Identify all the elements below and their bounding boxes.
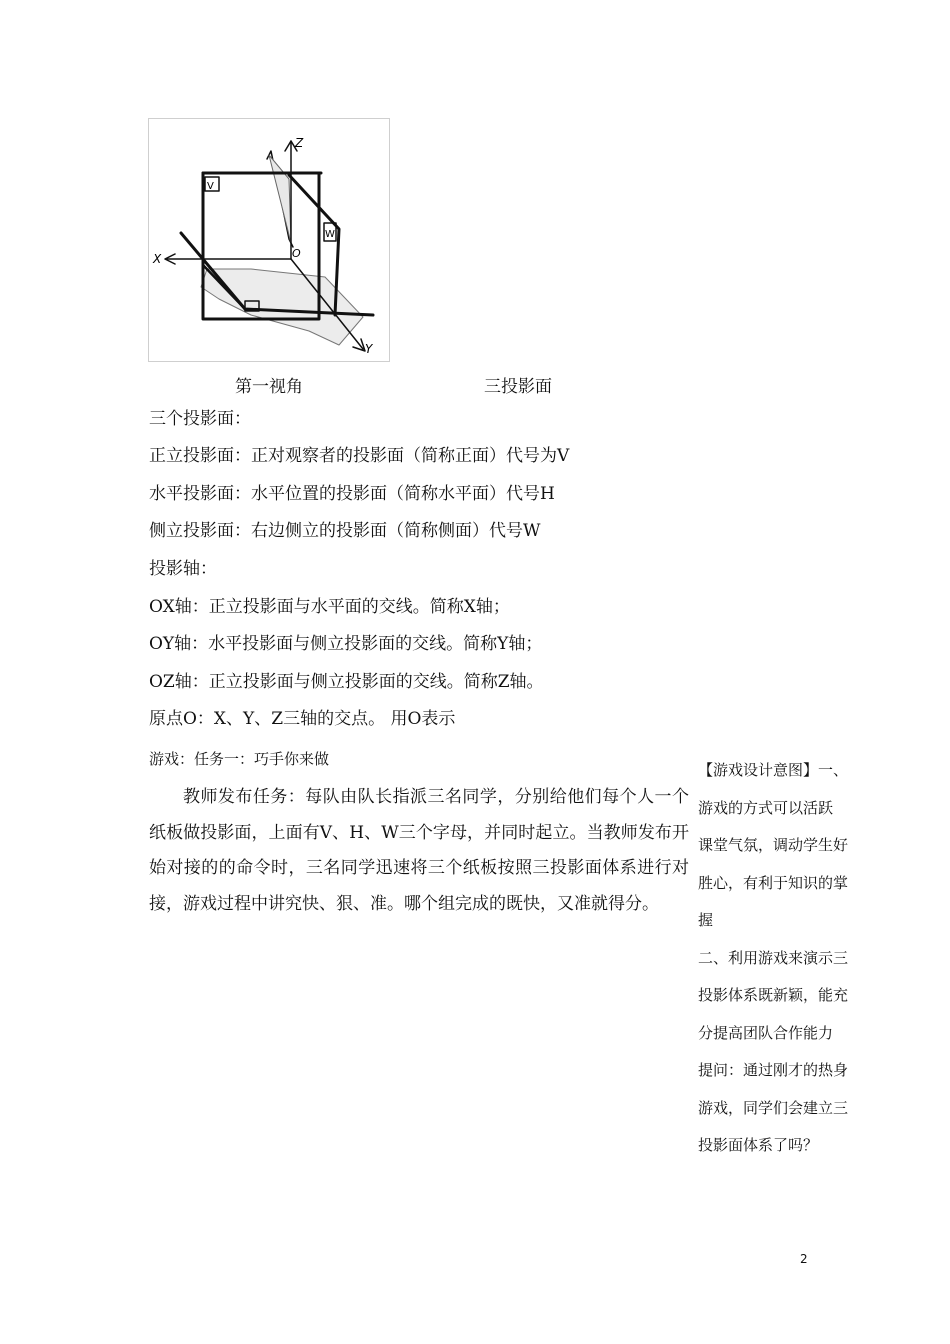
v-plane-label: V bbox=[207, 181, 214, 192]
caption-first-view: 第一视角 bbox=[235, 377, 303, 397]
text-line-9: 原点O：X、Y、Z三轴的交点。 用O表示 bbox=[149, 709, 456, 729]
text-line-1: 三个投影面： bbox=[149, 409, 251, 429]
origin-label: O bbox=[292, 247, 301, 260]
side-note-line: 提问：通过刚才的热身 bbox=[698, 1061, 849, 1079]
task-paragraph: 教师发布任务：每队由队长指派三名同学，分别给他们每个人一个纸板做投影面，上面有V、H、W三个字母，并同时起立。当教师发布开始对接的的命令时，三名同学迅速将三个纸板按照三投影面体系进行对接，游戏过程中讲究快、狠、准。哪个组完成的既快，又准就得分。 bbox=[149, 787, 689, 914]
caption-three-planes: 三投影面 bbox=[484, 377, 552, 397]
y-axis-label: Y bbox=[365, 342, 373, 356]
text-line-8: OZ轴：正立投影面与侧立投影面的交线。简称Z轴。 bbox=[149, 672, 544, 692]
text-line-2: 正立投影面：正对观察者的投影面（简称正面）代号为V bbox=[149, 446, 570, 466]
side-note-line: 游戏，同学们会建立三 bbox=[698, 1098, 849, 1117]
side-note-line: 投影面体系了吗？ bbox=[698, 1136, 819, 1154]
projection-diagram bbox=[149, 119, 391, 363]
side-note-line: 二、利用游戏来演示三 bbox=[698, 948, 849, 967]
side-note-line: 游戏的方式可以活跃 bbox=[698, 798, 834, 817]
side-note-line: 胜心，有利于知识的掌 bbox=[698, 873, 849, 892]
side-note-line: 课堂气氛，调动学生好 bbox=[698, 836, 849, 854]
page-number: 2 bbox=[800, 1252, 808, 1266]
z-axis-label: Z bbox=[295, 136, 304, 150]
text-line-6: OX轴：正立投影面与水平面的交线。简称X轴； bbox=[149, 597, 510, 617]
x-axis-label: X bbox=[153, 252, 162, 266]
text-line-7: OY轴：水平投影面与侧立投影面的交线。简称Y轴； bbox=[149, 634, 543, 654]
side-note-line: 分提高团队合作能力 bbox=[698, 1023, 834, 1042]
text-line-4: 侧立投影面：右边侧立的投影面（简称侧面）代号W bbox=[149, 521, 541, 541]
side-note-line: 【游戏设计意图】一、 bbox=[698, 761, 849, 779]
three-plane-figure bbox=[148, 118, 390, 362]
side-note-line: 投影体系既新颖，能充 bbox=[698, 986, 849, 1004]
text-line-3: 水平投影面：水平位置的投影面（简称水平面）代号H bbox=[149, 484, 555, 504]
game-title: 游戏：任务一：巧手你来做 bbox=[149, 750, 330, 768]
side-note bbox=[698, 752, 864, 1165]
side-note-line: 握 bbox=[698, 911, 714, 929]
text-line-5: 投影轴： bbox=[149, 559, 217, 579]
w-plane-label: W bbox=[325, 229, 335, 240]
